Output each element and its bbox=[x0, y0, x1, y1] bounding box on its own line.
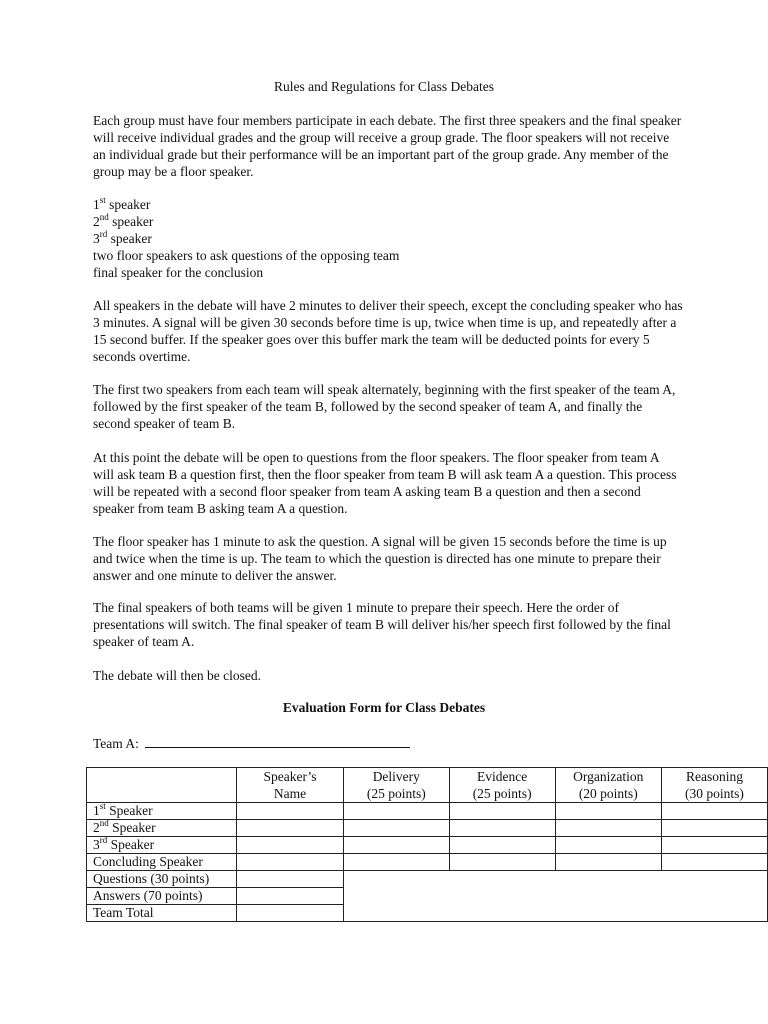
row-label: Questions (30 points) bbox=[87, 871, 237, 888]
list-item-2: 2nd speaker bbox=[93, 211, 154, 229]
score-cell[interactable] bbox=[449, 803, 555, 820]
header-organization: Organization (20 points) bbox=[555, 768, 661, 803]
speaker-list bbox=[93, 196, 399, 281]
score-cell[interactable] bbox=[343, 854, 449, 871]
page-title: Rules and Regulations for Class Debates bbox=[273, 79, 495, 94]
table-row bbox=[87, 820, 768, 837]
row-label: 2nd Speaker bbox=[87, 820, 237, 837]
list-item-4: two floor speakers to ask questions of the opposing team bbox=[93, 248, 400, 263]
score-cell[interactable] bbox=[555, 854, 661, 871]
row-label: 1st Speaker bbox=[87, 803, 237, 820]
paragraph-final-speakers: The final speakers of both teams will be given 1 minute to prepare their speech. Here the order of presentations will switch. The final speaker of team B will deliver his/her speech first followed by the final speaker of team A. bbox=[93, 600, 671, 649]
score-cell[interactable] bbox=[661, 820, 767, 837]
score-cell[interactable] bbox=[237, 820, 344, 837]
score-cell[interactable] bbox=[237, 905, 344, 922]
score-cell[interactable] bbox=[237, 888, 344, 905]
score-cell[interactable] bbox=[237, 803, 344, 820]
evaluation-table bbox=[86, 767, 768, 922]
list-item-5: final speaker for the conclusion bbox=[93, 265, 264, 280]
score-cell[interactable] bbox=[661, 803, 767, 820]
score-cell[interactable] bbox=[343, 803, 449, 820]
table-row bbox=[87, 837, 768, 854]
header-evidence: Evidence (25 points) bbox=[449, 768, 555, 803]
score-cell[interactable] bbox=[237, 837, 344, 854]
row-label: Concluding Speaker bbox=[87, 854, 237, 871]
paragraph-speaking-order: The first two speakers from each team will speak alternately, beginning with the first speaker of the team A, followed by the first speaker of the team B, followed by the second speaker of team A, and finally the second speaker of team B. bbox=[93, 382, 676, 431]
score-cell[interactable] bbox=[237, 854, 344, 871]
paragraph-group-rules: Each group must have four members participate in each debate. The first three speakers and the final speaker will receive individual grades and the group will receive a group grade. The floor speakers will not receive an individual grade but their performance will be an important part of the group grade. Any member of the group may be a floor speaker. bbox=[93, 113, 682, 179]
score-cell[interactable] bbox=[343, 837, 449, 854]
score-cell[interactable] bbox=[449, 854, 555, 871]
evaluation-form-title: Evaluation Form for Class Debates bbox=[282, 700, 486, 715]
score-cell[interactable] bbox=[449, 837, 555, 854]
team-a-label: Team A: bbox=[93, 736, 139, 751]
row-label: Answers (70 points) bbox=[87, 888, 237, 905]
paragraph-closing: The debate will then be closed. bbox=[93, 668, 261, 683]
score-cell[interactable] bbox=[555, 837, 661, 854]
paragraph-question-timing: The floor speaker has 1 minute to ask the question. A signal will be given 15 seconds before the time is up and twice when the time is up. The team to which the question is directed has one minute to prepare their answer and one minute to deliver the answer. bbox=[93, 534, 667, 583]
paragraph-floor-questions: At this point the debate will be open to questions from the floor speakers. The floor speaker from team A will ask team B a question first, then the floor speaker from team B will ask team A a question. This process will be repeated with a second floor speaker from team A asking team B a question and then a second speaker from team B asking team A a question. bbox=[93, 450, 677, 516]
table-row bbox=[87, 803, 768, 820]
score-cell[interactable] bbox=[555, 820, 661, 837]
score-cell[interactable] bbox=[237, 871, 344, 888]
score-cell[interactable] bbox=[343, 820, 449, 837]
score-cell[interactable] bbox=[555, 803, 661, 820]
team-a-name-line[interactable] bbox=[145, 734, 410, 748]
header-reasoning: Reasoning (30 points) bbox=[661, 768, 767, 803]
table-header-row bbox=[87, 768, 768, 803]
score-cell[interactable] bbox=[449, 820, 555, 837]
header-delivery: Delivery (25 points) bbox=[343, 768, 449, 803]
table-row bbox=[87, 854, 768, 871]
score-cell[interactable] bbox=[661, 837, 767, 854]
table-row bbox=[87, 871, 768, 888]
paragraph-timing: All speakers in the debate will have 2 minutes to deliver their speech, except the concluding speaker who has 3 minutes. A signal will be given 30 seconds before time is up, twice when time is up, and repeatedly after a 15 second buffer. If the speaker goes over this buffer mark the team will be deducted points for every 5 seconds overtime. bbox=[93, 298, 683, 364]
list-item-3: 3rd speaker bbox=[93, 228, 152, 246]
row-label: Team Total bbox=[87, 905, 237, 922]
list-item-1: 1st speaker bbox=[93, 194, 151, 212]
header-empty bbox=[87, 768, 237, 803]
header-speaker-name: Speaker’s Name bbox=[237, 768, 344, 803]
empty-area bbox=[343, 871, 767, 922]
row-label: 3rd Speaker bbox=[87, 837, 237, 854]
team-a-field bbox=[93, 734, 410, 752]
score-cell[interactable] bbox=[661, 854, 767, 871]
